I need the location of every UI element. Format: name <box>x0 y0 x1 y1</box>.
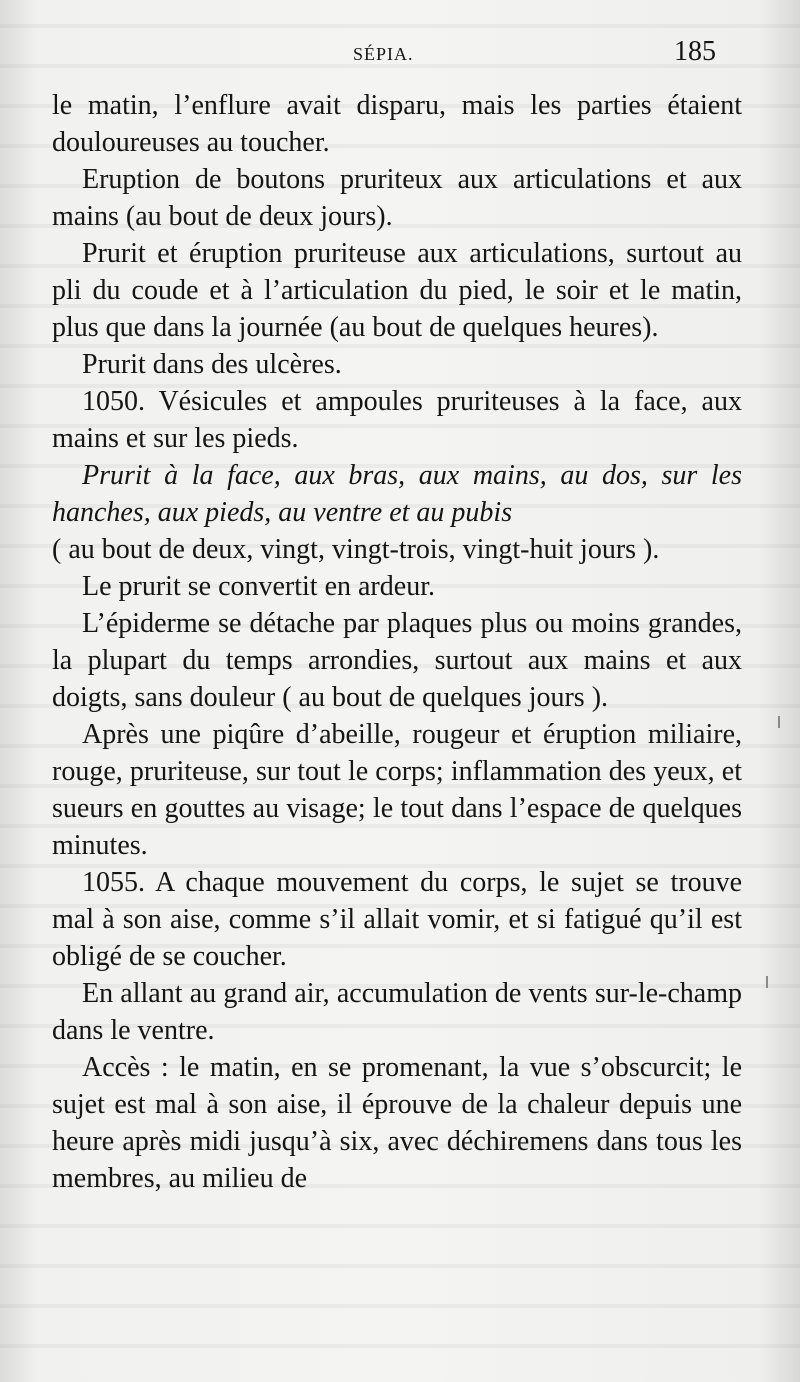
paragraph-4: Prurit dans des ulcères. <box>82 349 342 380</box>
paragraph-9: L’épiderme se détache par plaques plus ou moins grandes, la plupart du temps arrondies, surtout aux mains et aux doigts, sans douleur ( au bout de quelques jours ). <box>52 608 742 713</box>
running-head: SÉPIA. <box>353 44 414 64</box>
paragraph-12: En allant au grand air, accumulation de vents sur-le-champ dans le ventre. <box>52 978 742 1046</box>
margin-mark <box>766 976 768 988</box>
paragraph-3: Prurit et éruption pruriteuse aux articulations, surtout au pli du coude et à l’articulation du pied, le soir et le matin, plus que dans la journée (au bout de quelques heures). <box>52 238 742 343</box>
paragraph-1: le matin, l’enflure avait disparu, mais les parties étaient douloureuses au toucher. <box>52 90 742 158</box>
paragraph-5: 1050. Vésicules et ampoules pruriteuses à la face, aux mains et sur les pieds. <box>52 386 742 454</box>
paragraph-7: ( au bout de deux, vingt, vingt-trois, vingt-huit jours ). <box>52 534 660 565</box>
page-number: 185 <box>674 36 716 67</box>
paragraph-2: Eruption de boutons pruriteux aux articulations et aux mains (au bout de deux jours). <box>52 164 742 232</box>
paragraph-13: Accès : le matin, en se promenant, la vue s’obscurcit; le sujet est mal à son aise, il éprouve de la chaleur depuis une heure après midi jusqu’à six, avec déchiremens dans tous les membres, au milieu de <box>52 1052 742 1194</box>
paragraph-6: Prurit à la face, aux bras, aux mains, au dos, sur les hanches, aux pieds, au ventre et au pubis <box>52 460 742 528</box>
paragraph-8: Le prurit se convertit en ardeur. <box>82 571 435 602</box>
paragraph-11: 1055. A chaque mouvement du corps, le sujet se trouve mal à son aise, comme s’il allait vomir, et si fatigué qu’il est obligé de se coucher. <box>52 867 742 972</box>
page-header <box>0 36 800 76</box>
margin-mark <box>778 716 780 728</box>
page-body <box>52 87 742 1197</box>
paragraph-10: Après une piqûre d’abeille, rougeur et éruption miliaire, rouge, pruriteuse, sur tout le corps; inflammation des yeux, et sueurs en gouttes au visage; le tout dans l’espace de quelques minutes. <box>52 719 742 861</box>
